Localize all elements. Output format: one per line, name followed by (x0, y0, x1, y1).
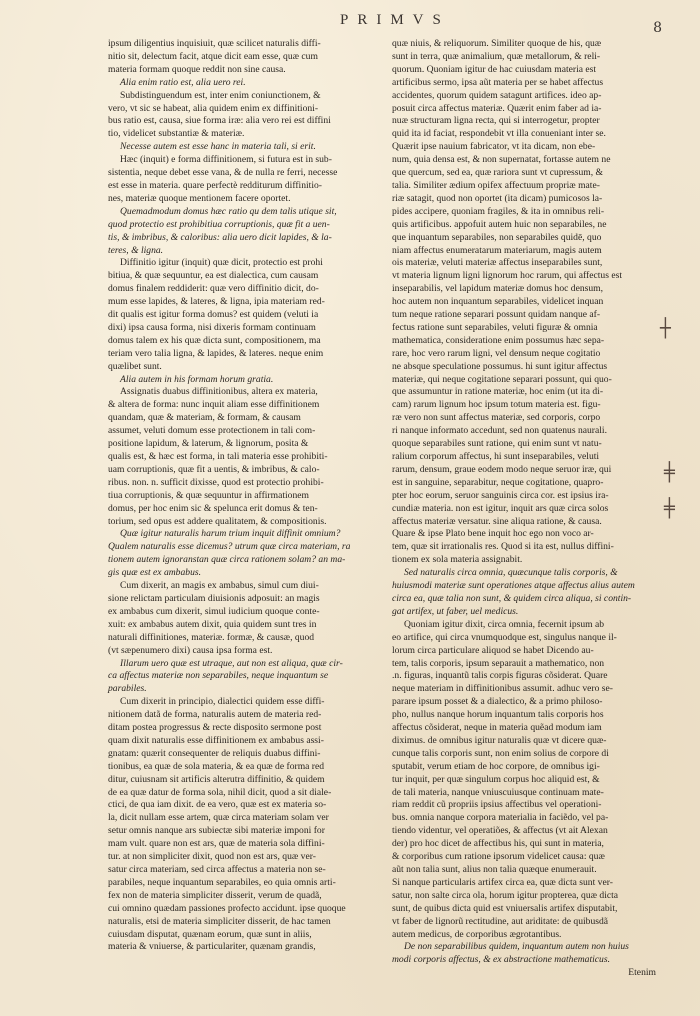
text-line: tur. at non simpliciter dixit, quod non est ars, quæ ver- (108, 851, 316, 863)
text-line: satur, non salte circa ola, horum igitur propterea, quæ dicta (392, 889, 619, 901)
text-line: Illarum uero quæ est utraque, aut non est aliqua, quæ cir- (120, 657, 343, 669)
text-line: naturali diffinitiones, materiæ. formæ, & causæ, quod (108, 631, 315, 643)
margin-cross-icon: ╪ (664, 462, 675, 483)
text-line: ca affectus materiæ non separabiles, neque inquantum se (108, 670, 329, 682)
text-line: torium, sed opus est addere qualitatem, & compositionis. (108, 515, 327, 527)
text-line: De non separabilibus quidem, inquantum autem non huius (404, 941, 629, 953)
text-line: inseparabilis, vel lapidum materiæ domus hoc densum, (392, 283, 604, 295)
text-line: xuit: ex ambabus autem dixit, quia quidem sunt tres in (108, 618, 317, 630)
text-line: naturalis, etsi de materia simpliciter disserit, de hac tamen (108, 915, 331, 927)
text-line: ribus. non. n. sufficit dixisse, quod est protectio prohibi- (108, 476, 324, 488)
text-line: sunt, de quibus dicta quid est vniuersalis artifex disputabit, (392, 902, 618, 914)
text-line: talia. Similiter ædium opifex affectuum propriæ mate- (392, 179, 600, 191)
text-line: ditam postea progressus & recte disposito sermone post (108, 722, 322, 734)
text-line: tis, & imbribus, & caloribus: alia uero dicit lapides, & la- (108, 231, 332, 243)
text-line: Subdistinguendum est, inter enim coniunctionem, & (120, 89, 321, 101)
text-line: cuiusdam disputat, quænam eorum, quæ sunt in aliis, (108, 928, 312, 940)
text-line: modi corporis affectus, & ex abstractione mathematicus. (392, 954, 610, 966)
text-line: bitiua, & quæ sequuntur, ea est dialectica, cum causam (108, 270, 319, 282)
text-line: rare, hoc vero rarum ligni, vel densum neque cogitatio (392, 347, 601, 359)
text-line: rarum, densum, graue eodem modo neque seruor iræ, qui (392, 463, 612, 475)
text-line: cunque talis corporis sunt, non enim solius de corpore di (392, 747, 609, 759)
text-line: parare ipsum posset & a dialectico, & a primo philoso- (392, 696, 603, 708)
text-line: Alia autem in his formam horum gratia. (120, 373, 274, 385)
text-line: teres, & ligna. (108, 244, 164, 256)
text-line: Cum dixerit, an magis ex ambabus, simul cum diui- (120, 580, 319, 592)
text-line: quam dixit naturalis esse diffinitionem ex ambabus assi- (108, 734, 324, 746)
text-line: teriam vero talia ligna, & lapides, & lateres. neque enim (108, 347, 324, 359)
text-line: .n. figuras, inquantũ talis corpis figuras cõsiderat. Quare (392, 670, 608, 682)
text-line: que inquantum separabiles, non separabiles quidē, quo (392, 231, 602, 243)
text-line: gis quæ est ex ambabus. (108, 567, 202, 579)
text-line: Quoniam igitur dixit, circa omnia, fecernit ipsum ab (404, 618, 605, 630)
folio-number: 8 (653, 20, 662, 36)
text-line: uam corruptionis, quæ fit a uentis, & imbribus, & calo- (108, 463, 320, 475)
text-line: (vt sæpenumero dixi) causa ipsa forma est. (108, 644, 273, 656)
text-line: pter hoc eorum, seruor sanguinis circa cor. est ipsius ira- (392, 489, 609, 501)
text-line: est in sanguine, separabitur, neque cogitatione, quapro- (392, 476, 604, 488)
text-line: ctici, de qua iam dixit. de ea vero, quæ est ex materia so- (108, 799, 327, 811)
text-line: tionem autem ignoranstan quæ circa rationem solam? an ma- (108, 554, 346, 566)
text-line: & corporibus cum ratione ipsorum videlicet causa: quæ (392, 851, 605, 863)
text-line: cundiæ materia. non est igitur, inquit ars quæ circa solos (392, 502, 609, 514)
text-line: eo artifice, qui circa vnumquodque est, singulus nanque il- (392, 631, 617, 643)
margin-cross-icon: ╪ (664, 498, 675, 519)
text-line: fectus ratione sunt separabiles, veluti figuræ & omnia (392, 321, 598, 333)
text-line: cam) rarum lignum hoc ipsum totum materia est. figu- (392, 399, 601, 411)
text-line: sistentia, neque debet esse vana, & de nulla re ferri, necesse (108, 167, 338, 179)
text-line: dixi) ipsa causa forma, nisi dixeris formam continuam (108, 321, 316, 333)
text-line: nuæ structuram ligna recta, qui si interrogetur, propter (392, 115, 600, 127)
text-line: quoque separabiles sunt ratione, qui enim sunt vt natu- (392, 438, 602, 450)
text-line: affectus cõsiderat, neque in materia quẽad modum iam (392, 722, 602, 734)
text-line: nes, materiæ quoque mentionem facere oportet. (108, 192, 291, 204)
text-line: cui omnino quædam passiones profecto accidunt. ipse quoque (108, 902, 346, 914)
text-line: bus ratio est, causa, siue forma iræ: alia vero rei est diffini (108, 115, 331, 127)
text-line: domus finalem reddiderit: quæ vero diffinitio dicit, do- (108, 283, 319, 295)
text-line: vt faber de lignorũ rectitudine, aut ariditate: de quibusdã (392, 915, 609, 927)
text-line: assumet, veluti domum esse protectionem in tali com- (108, 425, 316, 437)
text-line: parabiles. (108, 683, 147, 695)
text-line: affectus materiæ versatur. sine aliqua ratione, & causa. (392, 515, 602, 527)
text-line: tem, talis corporis, ipsum separauit a mathematico, non (392, 657, 605, 669)
text-line: qualis est, & hæc est forma, in tali materia esse prohibiti- (108, 451, 328, 462)
text-line: domus, per hoc enim sic & spelunca erit domus & ten- (108, 502, 318, 514)
text-line: Qualem naturalis esse dicemus? utrum quæ circa materiam, ra (108, 541, 351, 553)
text-line: tio, videlicet substantiæ & materiæ. (108, 128, 245, 140)
text-line: fex non de materia simpliciter disserit, verum de quadã, (108, 889, 322, 901)
text-line: Assignatis duabus diffinitionibus, altera ex materia, (120, 386, 318, 398)
text-line: hoc autem non inquantum separabiles, videlicet inquan (392, 296, 604, 308)
text-line: aũt non talia sunt, alius non talia quæque enumerauit. (392, 864, 597, 875)
text-line: ex ambabus cum dixerit, simul iudicium quoque conte- (108, 605, 320, 617)
text-line: Cum dixerit in principio, dialectici quidem esse diffi- (120, 696, 325, 708)
text-line: tionibus, ea quæ de sola materia, & ea quæ de forma red (108, 760, 325, 772)
page-title: PRIMVS (340, 12, 450, 28)
text-line: satur circa materiam, sed circa affectus a materia non se- (108, 864, 326, 875)
text-line: tem, quæ sit irrationalis res. Quod si ita est, nullus diffini- (392, 541, 614, 553)
text-line: dit qualis est igitur forma domus? est quidem (veluti ia (108, 309, 319, 321)
text-line: de tali materia, nanque vniuscuiusque continuam mate- (392, 786, 604, 798)
text-line: ralium corporum affectus, hi sunt inseparabiles, veluti (392, 451, 600, 462)
text-line: Etenim (628, 967, 656, 979)
text-line: est esse in materia. quare perfectè redditurum diffinitio- (108, 179, 322, 191)
text-line: quælibet sunt. (108, 360, 162, 372)
margin-cross-icon: ┼ (660, 318, 671, 339)
text-line: ri nanque informato accedunt, sed non quatenus naurali. (392, 425, 607, 437)
text-line: parabiles, neque inquantum separabiles, eo quia omnis arti- (108, 876, 336, 888)
text-line: quorum. Quoniam igitur de hac cuiusdam materia est (392, 63, 597, 75)
text-line: Quærit ipse nauium fabricator, vt ita dicam, non ebe- (392, 141, 596, 153)
text-line: Quare & ipse Plato bene inquit hoc ego non voco ar- (392, 528, 594, 540)
text-line: riæ satagit, quod non oportet (ita dicam) pumicosos la- (392, 192, 603, 204)
text-line: Diffinitio igitur (inquit) quæ dicit, protectio est prohi (120, 257, 323, 269)
text-line: vero, vt sic se habeat, alia quidem enim ex diffinitioni- (108, 102, 319, 114)
text-line: Necesse autem est esse hanc in materia tali, si erit. (120, 141, 316, 153)
text-line: materiæ, qui neque cogitatione separari possunt, qui quo- (392, 373, 612, 385)
text-line: domus talem ex his quæ dicta sunt, compositionem, ma (108, 334, 321, 346)
text-line: Si nanque particularis artifex circa ea, quæ dicta sunt ver- (392, 876, 613, 888)
text-line: gnatam: quærit consequenter de reliquis duabus diffini- (108, 747, 321, 759)
right-column (392, 38, 656, 980)
text-line: quandam, quæ & materiam, & formam, & causam (108, 412, 301, 424)
text-line: Quæ igitur naturalis harum trium inquit diffinit omnium? (120, 528, 341, 540)
text-line: tiua corruptionis, & quæ sequuntur in affirmationem (108, 489, 309, 501)
text-line: ræ vero non sunt affectus materiæ, sed corporis, corpo (392, 412, 601, 424)
text-line: nitionem datã de forma, naturalis autem de materia red- (108, 709, 322, 721)
text-line: quæ niuis, & reliquorum. Similiter quoque de his, quæ (392, 38, 602, 49)
text-line: la, dicit nullam esse artem, quæ circa materiam solam ver (108, 812, 329, 824)
text-line: materia & vniuerse, & particulariter, quænam grandis, (108, 941, 316, 953)
text-line: de ea quæ datur de forma sola, nihil dicit, quod a sit diale- (108, 786, 332, 798)
text-line: diximus. de omnibus igitur naturalis quæ vt dicere quæ- (392, 734, 607, 746)
text-line: posuit circa affectus materiæ. Quærit enim faber ad ia- (392, 102, 602, 114)
text-line: gat artifex, ut faber, uel medicus. (392, 605, 519, 617)
text-line: mam vult. quare non est ars, quæ de materia sola diffini- (108, 838, 325, 850)
text-line: quod protectio est prohibitiua corruptionis, quæ fit a uen- (108, 218, 330, 230)
text-line: ne absque speculatione possumus. hi sunt igitur affectus (392, 360, 608, 372)
text-line: Hæc (inquit) e forma diffinitionem, si futura est in sub- (120, 154, 332, 166)
text-line: Sed naturalis circa omnia, quæcunque talis corporis, & (404, 567, 618, 579)
text-line: vt materia lignum ligni lignorum hoc rarum, qui affectus est (392, 270, 623, 282)
text-line: bus. omnia nanque corpora materialia in faciẽdo, vel pa- (392, 812, 609, 824)
text-line: tum neque ratione separari possunt quidam nanque af- (392, 309, 601, 321)
text-line: ois materiæ, veluti materiæ affectus inseparabiles sunt, (392, 257, 603, 269)
text-line: tiendo videntur, vel operatiões, & affectus (vt ait Alexan (392, 825, 608, 837)
text-line: quid ita id faciat, respondebit vt illa conueniant inter se. (392, 128, 606, 140)
text-line: nitio sit, delectum facit, atque dicit eam esse, quæ cum (108, 50, 318, 62)
text-line: que quercum, sed ea, quæ rariora sunt vt cupressum, & (392, 167, 604, 179)
text-line: sputabit, verum etiam de hoc corpore, de omnibus igi- (392, 760, 600, 772)
running-header (0, 12, 700, 40)
text-line: lorum circa particulare aliquod se habet Dicendo au- (392, 644, 594, 656)
text-line: Quemadmodum domus hæc ratio qu dem talis utique sit, (120, 205, 337, 217)
text-line: setur omnis nanque ars subiectæ sibi materiæ imponi for (108, 825, 325, 837)
text-line: mum esse lapides, & lateres, & ligna, ipia materiam red- (108, 296, 325, 308)
text-line: der) pro hoc dicet de affectibus his, qui sunt in materia, (392, 838, 604, 850)
text-line: pides accipere, quoniam fragiles, & ita in omnibus reli- (392, 205, 605, 217)
text-line: sunt in terra, quæ animalium, quæ metallorum, & reli- (392, 50, 601, 62)
text-line: niam affectus enumeratarum materiarum, magis autem (392, 244, 602, 256)
text-line: mathematica, consideratione enim possumus hæc sepa- (392, 334, 605, 346)
text-line: pho, nullus nanque horum inquantum talis corporis hos (392, 709, 604, 721)
text-line: autem medicus, de corporibus ægrotantibus. (392, 928, 562, 940)
text-line: artificibus sermo, ipsa aũt materia per se habet affectus (392, 76, 604, 88)
text-line: circa ea, quæ talia non sunt, & quidem circa aliqua, si contin- (392, 592, 632, 604)
text-line: materia formam quoque reddit non sine causa. (108, 63, 286, 75)
text-line: quis artificibus. appofuit autem huic non separabiles, ne (392, 218, 607, 230)
text-line: positione lapidum, & laterum, & lignorum, posita & (108, 438, 309, 450)
text-line: & altera de forma: nunc inquit aliam esse diffinitionem (108, 399, 320, 411)
left-column (108, 38, 380, 954)
text-line: num, quia densa est, & non supernatat, fortasse autem ne (392, 154, 611, 166)
text-line: accidentes, quorum quidem satagunt artifices. ideo ap- (392, 89, 602, 101)
text-line: neque materiam in diffinitionibus assumit. adhuc vero se- (392, 683, 613, 695)
text-line: sione relictam particulam diuisionis adposuit: an magis (108, 592, 320, 604)
text-line: Alia enim ratio est, alia uero rei. (120, 76, 246, 88)
text-line: huiusmodi materiæ sunt operationes atque affectus alius autem (392, 580, 635, 592)
text-line: tionem ex sola materia assignabit. (392, 554, 523, 566)
text-line: ipsum diligentius inquisiuit, quæ scilicet naturalis diffi- (108, 38, 321, 49)
text-line: que assumuntur in ratione materiæ, hoc enim (ut ita di- (392, 386, 604, 398)
text-line: riam reddit cũ propriis ipsius affectibus vel operationi- (392, 799, 602, 811)
text-line: ditur, cuiusnam sit artificis alterutra diffinitio, & quidem (108, 773, 325, 785)
text-line: tur inquit, per quæ singulum corpus hoc aliquid est, & (392, 773, 600, 785)
